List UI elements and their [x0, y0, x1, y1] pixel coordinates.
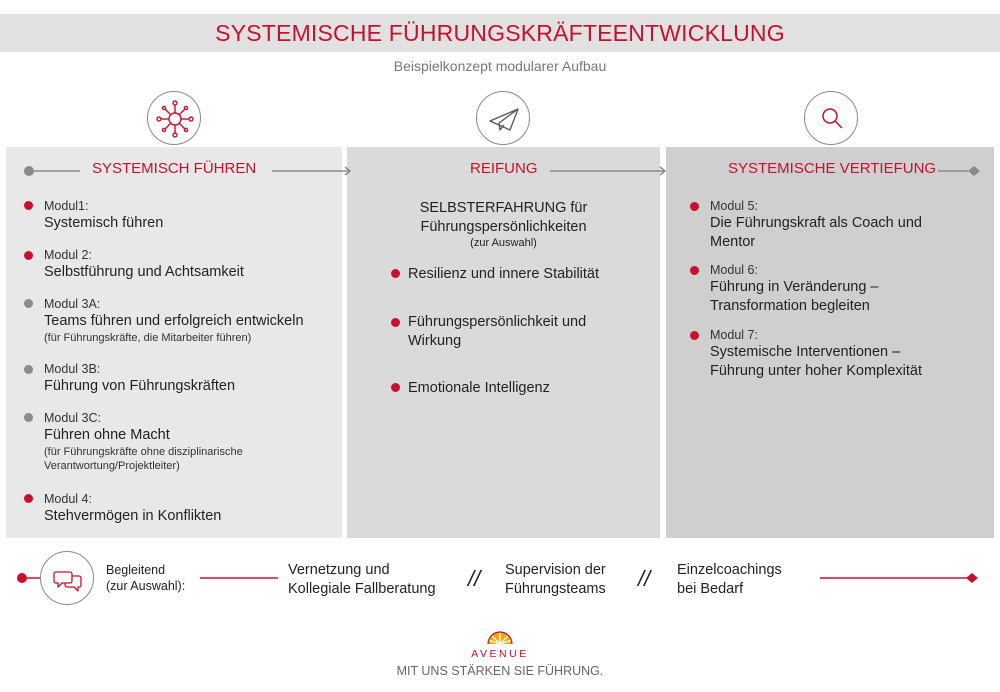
item-dot: [391, 269, 400, 278]
module-3c: Modul 3C: Führen ohne Macht (für Führungskräfte ohne disziplinarische Verantwortung/Projektleiter): [44, 411, 243, 472]
heading-reifung: REIFUNG: [470, 160, 538, 177]
module-4: Modul 4: Stehvermögen in Konflikten: [44, 492, 222, 524]
footer-label: Begleitend (zur Auswahl):: [106, 563, 186, 593]
separator: //: [468, 566, 481, 591]
heading-systemisch-fuehren: SYSTEMISCH FÜHREN: [92, 160, 257, 177]
module-7: Modul 7: Systemische Interventionen – Führung unter hoher Komplexität: [710, 328, 922, 379]
paper-plane-icon: [476, 91, 530, 145]
module-3a: Modul 3A: Teams führen und erfolgreich entwickeln (für Führungskräfte, die Mitarbeiter führen): [44, 297, 304, 344]
module-dot: [24, 201, 33, 210]
separator: //: [638, 566, 651, 591]
speech-bubbles-icon: [40, 551, 94, 605]
page-subtitle: Beispielkonzept modularer Aufbau: [393, 58, 607, 74]
module-2: Modul 2: Selbstführung und Achtsamkeit: [44, 248, 244, 280]
module-1: Modul1: Systemisch führen: [44, 199, 164, 231]
module-dot: [690, 331, 699, 340]
brand-name: AVENUE: [471, 648, 529, 660]
reifung-item-persoenlichkeit: Führungspersönlichkeit und Wirkung: [408, 314, 587, 349]
module-6: Modul 6: Führung in Veränderung – Transformation begleiten: [710, 263, 879, 314]
module-dot: [24, 299, 33, 308]
reifung-item-intelligenz: Emotionale Intelligenz: [408, 380, 550, 396]
page-title: SYSTEMISCHE FÜHRUNGSKRÄFTEENTWICKLUNG: [215, 20, 785, 46]
offer-supervision: Supervision der Führungsteams: [505, 562, 606, 597]
item-dot: [391, 383, 400, 392]
reifung-item-resilienz: Resilienz und innere Stabilität: [408, 266, 600, 282]
heading-systemische-vertiefung: SYSTEMISCHE VERTIEFUNG: [728, 160, 937, 177]
brand-tagline: MIT UNS STÄRKEN SIE FÜHRUNG.: [396, 664, 604, 678]
module-5: Modul 5: Die Führungskraft als Coach und Mentor: [710, 199, 922, 250]
item-dot: [391, 318, 400, 327]
offer-vernetzung: Vernetzung und Kollegiale Fallberatung: [288, 562, 436, 597]
module-dot: [24, 251, 33, 260]
module-dot: [24, 365, 33, 374]
module-dot: [24, 494, 33, 503]
network-icon: [147, 91, 201, 145]
sunrise-logo-icon: [486, 622, 514, 646]
offer-einzelcoachings: Einzelcoachings bei Bedarf: [677, 562, 782, 597]
reifung-intro: SELBSTERFAHRUNG für Führungspersönlichkeiten (zur Auswahl): [419, 200, 588, 249]
module-dot: [690, 266, 699, 275]
module-dot: [24, 413, 33, 422]
module-dot: [690, 202, 699, 211]
magnifier-icon: [804, 91, 858, 145]
module-3b: Modul 3B: Führung von Führungskräften: [44, 362, 236, 394]
